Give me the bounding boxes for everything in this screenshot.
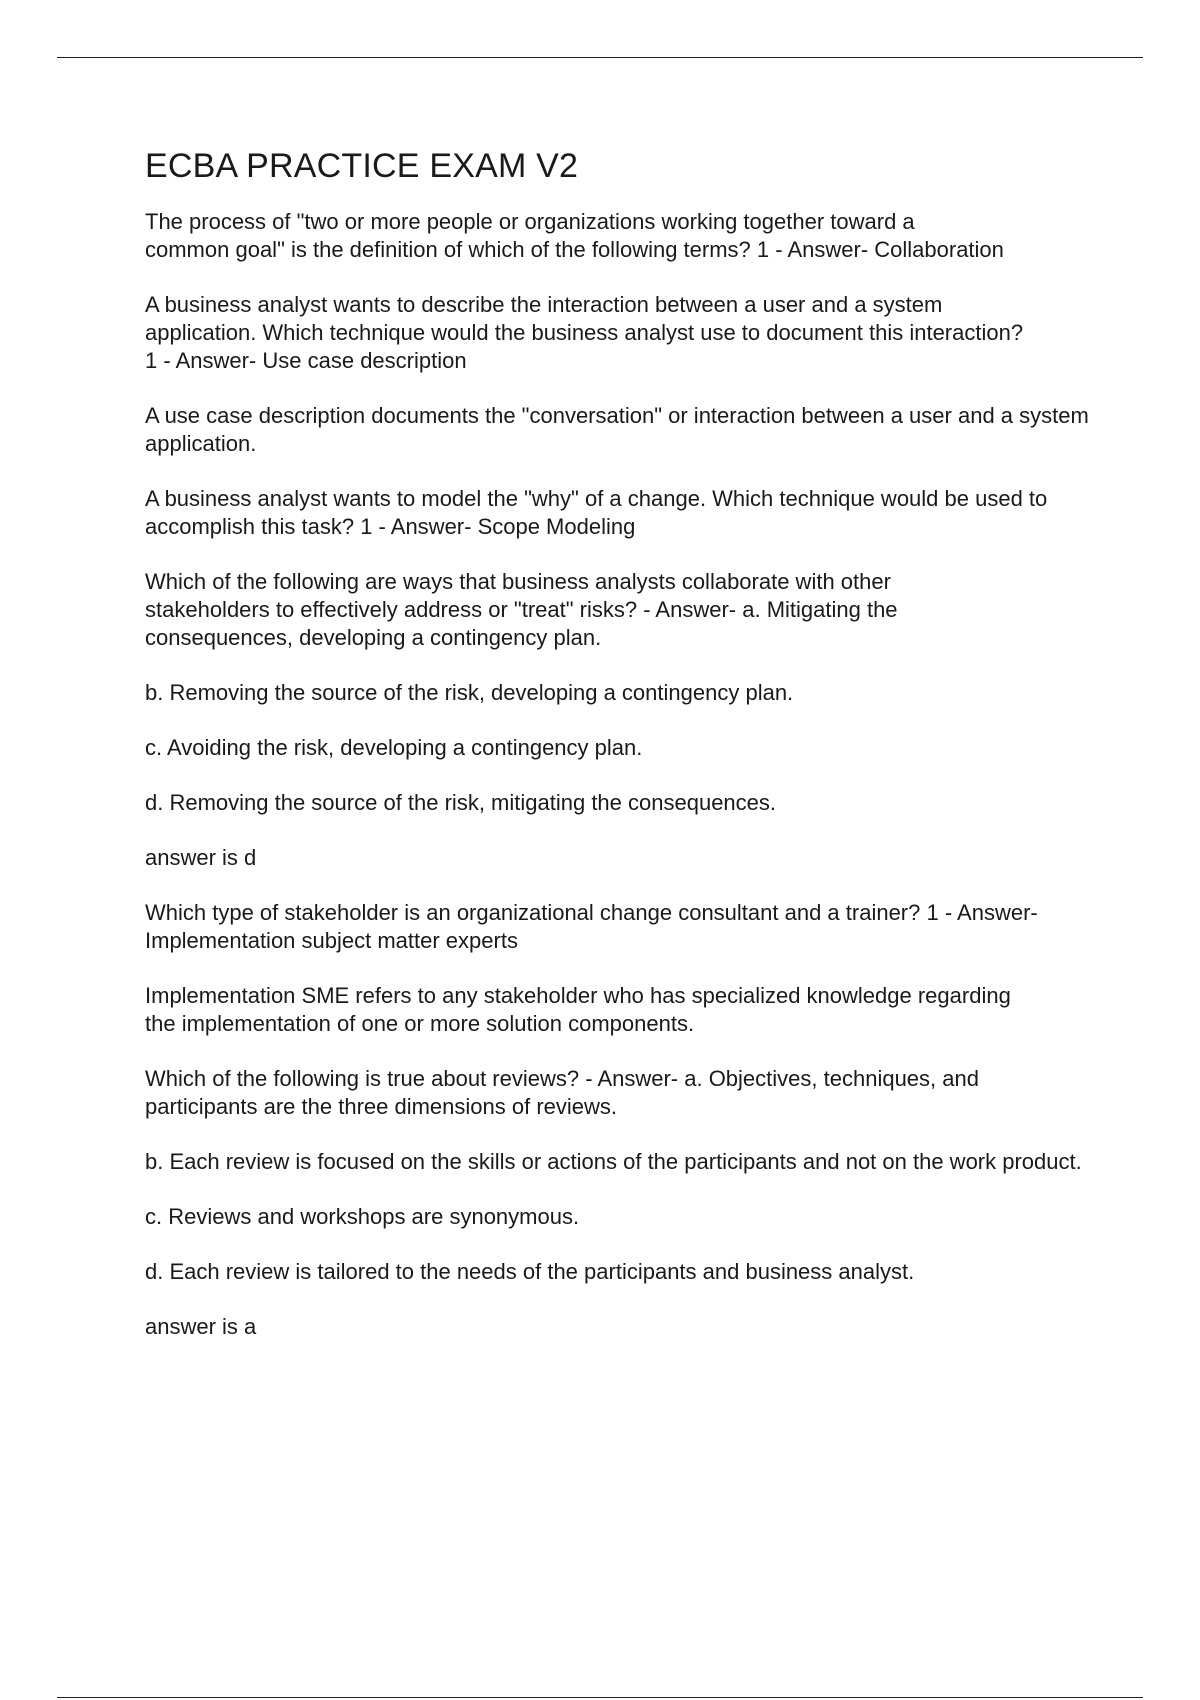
explanation-use-case: A use case description documents the "conversation" or interaction between a user and a system application. [145, 403, 1089, 456]
answer-risks: answer is d [145, 845, 257, 870]
question-stakeholder-type: Which type of stakeholder is an organizational change consultant and a trainer? 1 - Answer- Implementation subject matter experts [145, 900, 1038, 953]
document-body [145, 140, 1095, 1368]
explanation-implementation-sme: Implementation SME refers to any stakeholder who has specialized knowledge regarding the implementation of one or more solution components. [145, 983, 1011, 1036]
option-risks-d: d. Removing the source of the risk, mitigating the consequences. [145, 790, 777, 815]
question-collaboration: The process of "two or more people or organizations working together toward a common goal" is the definition of which of the following terms? 1 - Answer- Collaboration [145, 209, 1004, 262]
option-reviews-b: b. Each review is focused on the skills or actions of the participants and not on the work product. [145, 1149, 1082, 1174]
question-use-case: A business analyst wants to describe the interaction between a user and a system application. Which technique would the business analyst use to document this interaction? 1 - Answer- Use case description [145, 292, 1024, 373]
option-reviews-c: c. Reviews and workshops are synonymous. [145, 1204, 580, 1229]
answer-reviews: answer is a [145, 1314, 257, 1339]
document-title: ECBA PRACTICE EXAM V2 [145, 147, 579, 185]
footer-rule [57, 1697, 1143, 1698]
question-risks: Which of the following are ways that business analysts collaborate with other stakeholders to effectively address or "treat" risks? - Answer- a. Mitigating the consequences, developing a contingency plan. [145, 569, 898, 650]
option-reviews-d: d. Each review is tailored to the needs of the participants and business analyst. [145, 1259, 915, 1284]
header-rule [57, 57, 1143, 58]
question-reviews: Which of the following is true about reviews? - Answer- a. Objectives, techniques, and participants are the three dimensions of reviews. [145, 1066, 979, 1119]
question-scope-modeling: A business analyst wants to model the "why" of a change. Which technique would be used to accomplish this task? 1 - Answer- Scope Modeling [145, 486, 1048, 539]
option-risks-b: b. Removing the source of the risk, developing a contingency plan. [145, 680, 794, 705]
option-risks-c: c. Avoiding the risk, developing a contingency plan. [145, 735, 643, 760]
